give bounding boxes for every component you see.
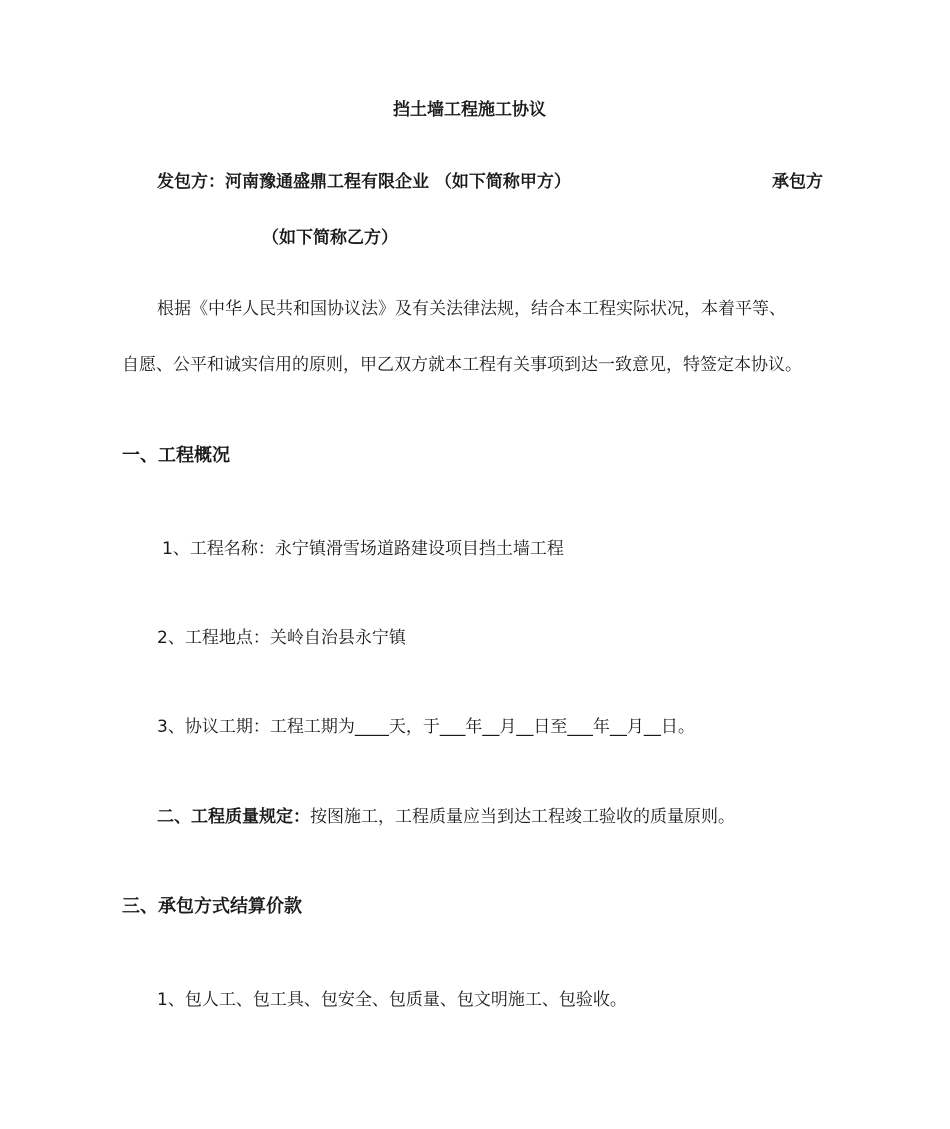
section-2-text: 按图施工，工程质量应当到达工程竣工验收的质量原则。 [310,807,735,827]
contractor-line: 发包方：河南豫通盛鼎工程有限企业 （如下简称甲方） [157,172,571,192]
section-1-item-2: 2、工程地点：关岭自治县永宁镇 [157,628,406,648]
section-3-heading: 三、承包方式结算价款 [122,896,302,917]
document-title: 挡土墙工程施工协议 [393,100,546,120]
section-2-paragraph [157,805,735,829]
section-1-item-1: 1、工程名称：永宁镇滑雪场道路建设项目挡土墙工程 [162,539,564,559]
preamble-line-1: 根据《中华人民共和国协议法》及有关法律法规，结合本工程实际状况，本着平等、 [157,299,786,319]
contractee-label: 承包方 [772,172,823,192]
section-1-heading: 一、工程概况 [122,445,230,466]
section-3-item-1: 1、包人工、包工具、包安全、包质量、包文明施工、包验收。 [157,990,627,1010]
preamble-line-2: 自愿、公平和诚实信用的原则，甲乙双方就本工程有关事项到达一致意见，特签定本协议。 [122,355,802,375]
contractee-note: （如下简称乙方） [262,228,398,248]
section-2-heading: 二、工程质量规定： [157,807,310,827]
section-1-item-3: 3、协议工期：工程工期为____天，于___年__月__日至___年__月__日。 [157,717,695,737]
